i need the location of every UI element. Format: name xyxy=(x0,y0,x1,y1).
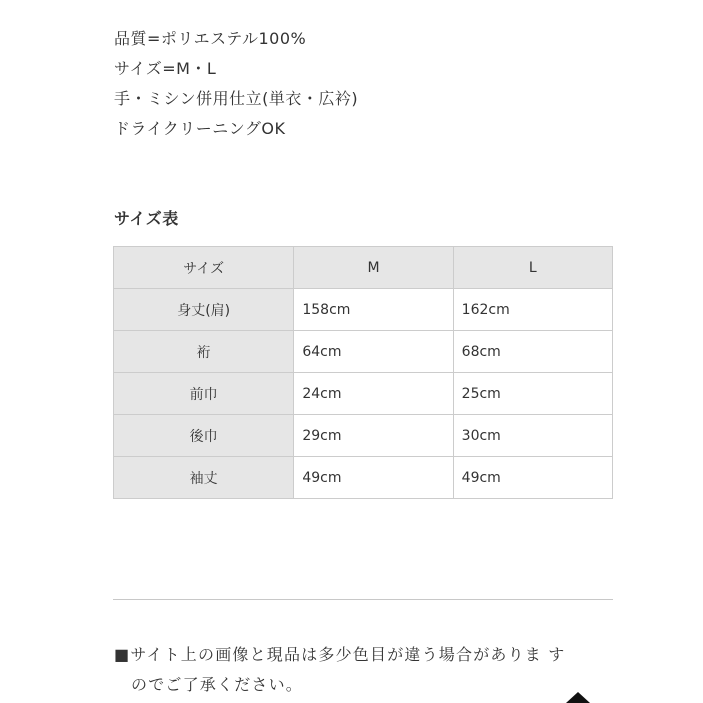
cell-m: 24cm xyxy=(294,373,453,415)
notice-line-1: ■サイト上の画像と現品は多少色目が違う場合がありま す xyxy=(114,645,566,664)
cell-m: 64cm xyxy=(294,331,453,373)
spec-material: 品質=ポリエステル100% xyxy=(114,29,307,48)
cell-l: 162cm xyxy=(453,289,612,331)
size-table xyxy=(113,246,613,499)
notice-line-2: のでご了承ください。 xyxy=(131,675,304,694)
header-m: M xyxy=(294,247,453,289)
section-divider xyxy=(113,599,613,600)
cell-m: 49cm xyxy=(294,457,453,499)
table-row xyxy=(114,457,613,499)
cell-l: 25cm xyxy=(453,373,612,415)
table-row xyxy=(114,331,613,373)
cell-l: 68cm xyxy=(453,331,612,373)
cell-m: 29cm xyxy=(294,415,453,457)
table-row xyxy=(114,373,613,415)
row-label: 後巾 xyxy=(114,415,294,457)
row-label: 身丈(肩) xyxy=(114,289,294,331)
spec-tailoring: 手・ミシン併用仕立(単衣・広衿) xyxy=(114,89,359,108)
table-row xyxy=(114,415,613,457)
table-header-row xyxy=(114,247,613,289)
header-l: L xyxy=(453,247,612,289)
header-size: サイズ xyxy=(114,247,294,289)
spec-sizes: サイズ=M・L xyxy=(114,59,217,78)
size-table-heading: サイズ表 xyxy=(114,209,179,228)
spec-list xyxy=(114,24,358,144)
table-row xyxy=(114,289,613,331)
color-notice xyxy=(114,640,624,700)
cell-l: 30cm xyxy=(453,415,612,457)
row-label: 裄 xyxy=(114,331,294,373)
row-label: 前巾 xyxy=(114,373,294,415)
row-label: 袖丈 xyxy=(114,457,294,499)
triangle-up-icon[interactable] xyxy=(566,692,590,703)
cell-m: 158cm xyxy=(294,289,453,331)
spec-care: ドライクリーニングOK xyxy=(114,119,286,138)
cell-l: 49cm xyxy=(453,457,612,499)
